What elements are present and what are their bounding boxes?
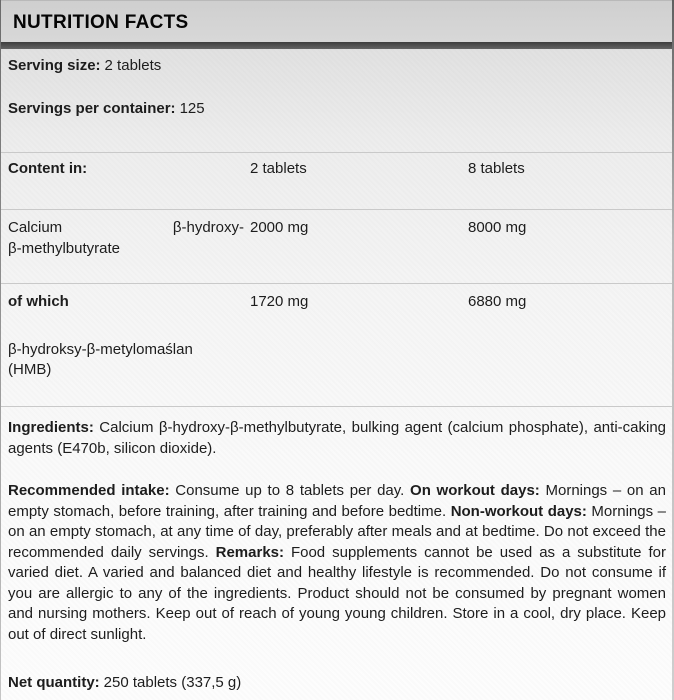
servings-per-container-label: Servings per container:: [8, 100, 176, 117]
col-header-2-tablets: 2 tablets: [250, 160, 307, 177]
serving-size-value: 2 tablets: [104, 57, 162, 74]
hmb-nutrient-row: [0, 210, 674, 259]
hmb-nutrient-name: [8, 217, 250, 259]
hmb-name-word-2: β-hydroxy-: [172, 219, 244, 236]
of-which-label: of which: [8, 293, 69, 310]
net-quantity-label: Net quantity:: [8, 674, 100, 691]
label-title: NUTRITION FACTS: [13, 12, 189, 33]
servings-per-container-value: 125: [179, 100, 205, 117]
content-table-header-row: [0, 153, 674, 179]
hmb-name-line-1: [8, 217, 250, 238]
hmb-value-8-tablets: 8000 mg: [468, 219, 527, 236]
of-which-sub-name: [8, 340, 666, 380]
col-header-8-tablets: 8 tablets: [468, 160, 525, 177]
net-quantity-row: [8, 673, 666, 693]
of-which-row: [0, 284, 674, 312]
of-which-value-2-tablets: 1720 mg: [250, 293, 309, 310]
serving-size-row: [8, 56, 666, 76]
serving-size-label: Serving size:: [8, 57, 101, 74]
content-in-header: Content in:: [8, 160, 88, 177]
of-which-value-8-tablets: 6880 mg: [468, 293, 527, 310]
of-which-sub-name-line-1: β-hydroksy-β-metylomaślan: [8, 341, 193, 358]
hmb-value-2-tablets: 2000 mg: [250, 219, 309, 236]
header-divider-bar: [0, 42, 674, 49]
hmb-name-word-1: Calcium: [8, 219, 63, 236]
servings-per-container-row: [8, 99, 666, 119]
net-quantity-value: 250 tablets (337,5 g): [103, 674, 242, 691]
label-header-band: [0, 0, 674, 42]
divider-line: [0, 406, 674, 407]
hmb-name-line-2: β-methylbutyrate: [8, 240, 121, 257]
of-which-sub-name-line-2: (HMB): [8, 361, 52, 378]
recommended-intake-paragraph: Recommended intake: Consume up to 8 tablets per day. On workout days: Mornings – on an empty stomach, before training, after training and before bedtime. Non-workout days: Mornings – on an empty stomach, at any time of day, preferably after meals and at bedtime. Do not exceed the recommended daily servings. Remarks: Food supplements cannot be used as a substitute for varied diet. A varied and balanced diet and healthy lifestyle is recommended. Do not consume if you are allergic to any of the ingredients. Product should not be consumed by pregnant women and nursing mothers. Keep out of reach of young young children. Store in a cool, dry place. Keep out of direct sunlight.: [8, 482, 666, 643]
ingredients-paragraph: Ingredients: Calcium β-hydroxy-β-methylbutyrate, bulking agent (calcium phosphate), anti-caking agents (E470b, silicon dioxide).: [8, 419, 667, 457]
